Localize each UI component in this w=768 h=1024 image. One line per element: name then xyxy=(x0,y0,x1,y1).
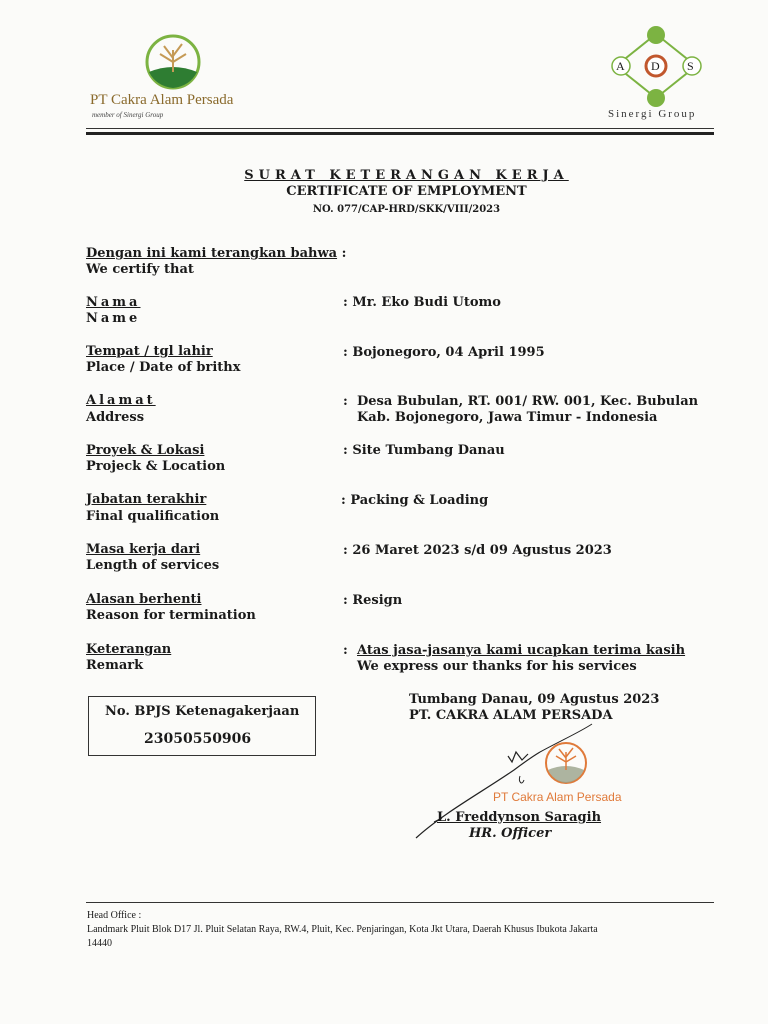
bpjs-number: 23050550906 xyxy=(144,731,252,747)
value-remark-id: Atas jasa-jasanya kami ucapkan terima kasih xyxy=(357,643,686,658)
signature-company: PT. CAKRA ALAM PERSADA xyxy=(409,708,613,723)
letter-number: NO. 077/CAP-HRD/SKK/VIII/2023 xyxy=(312,204,501,215)
footer-label: Head Office : xyxy=(87,910,142,921)
label-remark: Remark xyxy=(86,658,144,673)
footer-rule xyxy=(86,902,714,903)
footer-address: Landmark Pluit Blok D17 Jl. Pluit Selatan Raya, RW.4, Pluit, Kec. Penjaringan, Kota Jkt Utara, Daerah Khusus Ibukota Jakarta xyxy=(87,924,598,935)
signer-name: L. Freddynson Saragih xyxy=(437,810,602,825)
intro-colon: : xyxy=(341,246,347,261)
bpjs-label: No. BPJS Ketenagakerjaan xyxy=(105,704,300,719)
signer-position: HR. Officer xyxy=(469,826,552,841)
value-project: : Site Tumbang Danau xyxy=(343,443,505,458)
value-place-date: : Bojonegoro, 04 April 1995 xyxy=(343,345,545,360)
stamp-text: PT Cakra Alam Persada xyxy=(493,790,622,804)
company-logo xyxy=(140,32,206,92)
value-reason: : Resign xyxy=(343,593,403,608)
title-english: CERTIFICATE OF EMPLOYMENT xyxy=(286,184,527,199)
sinergi-caption: Sinergi Group xyxy=(608,108,697,120)
label-qualification: Final qualification xyxy=(86,509,220,524)
logo-letter-d: D xyxy=(651,59,660,73)
header-rule-thin xyxy=(86,128,714,129)
logo-letter-a: A xyxy=(616,59,625,73)
label-nama: Nama xyxy=(86,295,141,310)
remark-colon: : xyxy=(343,643,348,658)
label-tempat-tgl: Tempat / tgl lahir xyxy=(86,344,213,359)
address-colon: : xyxy=(343,394,348,409)
footer-postal: 14440 xyxy=(87,938,112,949)
value-address-line1: Desa Bubulan, RT. 001/ RW. 001, Kec. Bubulan xyxy=(357,394,699,409)
title-indonesian: SURAT KETERANGAN KERJA xyxy=(244,168,569,183)
value-remark-en: We express our thanks for his services xyxy=(357,659,637,674)
value-name: : Mr. Eko Budi Utomo xyxy=(343,295,501,310)
label-place-date: Place / Date of brithx xyxy=(86,360,241,375)
label-length-service: Length of services xyxy=(86,558,220,573)
value-address-line2: Kab. Bojonegoro, Jawa Timur - Indonesia xyxy=(357,410,658,425)
label-alasan: Alasan berhenti xyxy=(86,592,202,607)
member-of-text: member of Sinergi Group xyxy=(92,111,164,119)
label-proyek: Proyek & Lokasi xyxy=(86,443,205,458)
label-reason: Reason for termination xyxy=(86,608,256,623)
intro-english: We certify that xyxy=(86,262,194,277)
logo-letter-s: S xyxy=(687,59,694,73)
label-jabatan: Jabatan terakhir xyxy=(86,492,207,507)
value-qualification: : Packing & Loading xyxy=(341,493,489,508)
company-name: PT Cakra Alam Persada xyxy=(90,92,234,108)
value-length-service: : 26 Maret 2023 s/d 09 Agustus 2023 xyxy=(343,543,612,558)
label-name: Name xyxy=(86,311,141,326)
header-rule-thick xyxy=(86,132,714,135)
label-project: Projeck & Location xyxy=(86,459,226,474)
intro-text: Dengan ini kami terangkan bahwa xyxy=(86,246,338,261)
label-address-text: Address xyxy=(86,410,145,425)
intro-indonesian xyxy=(86,246,346,262)
tree-logo-icon xyxy=(140,32,206,92)
label-address xyxy=(86,410,144,426)
label-alamat: Alamat xyxy=(86,393,156,408)
sinergi-logo xyxy=(604,26,708,108)
label-keterangan: Keterangan xyxy=(86,642,172,657)
label-masa-kerja: Masa kerja dari xyxy=(86,542,201,557)
bpjs-box xyxy=(88,696,316,756)
signature-place-date: Tumbang Danau, 09 Agustus 2023 xyxy=(409,692,660,707)
